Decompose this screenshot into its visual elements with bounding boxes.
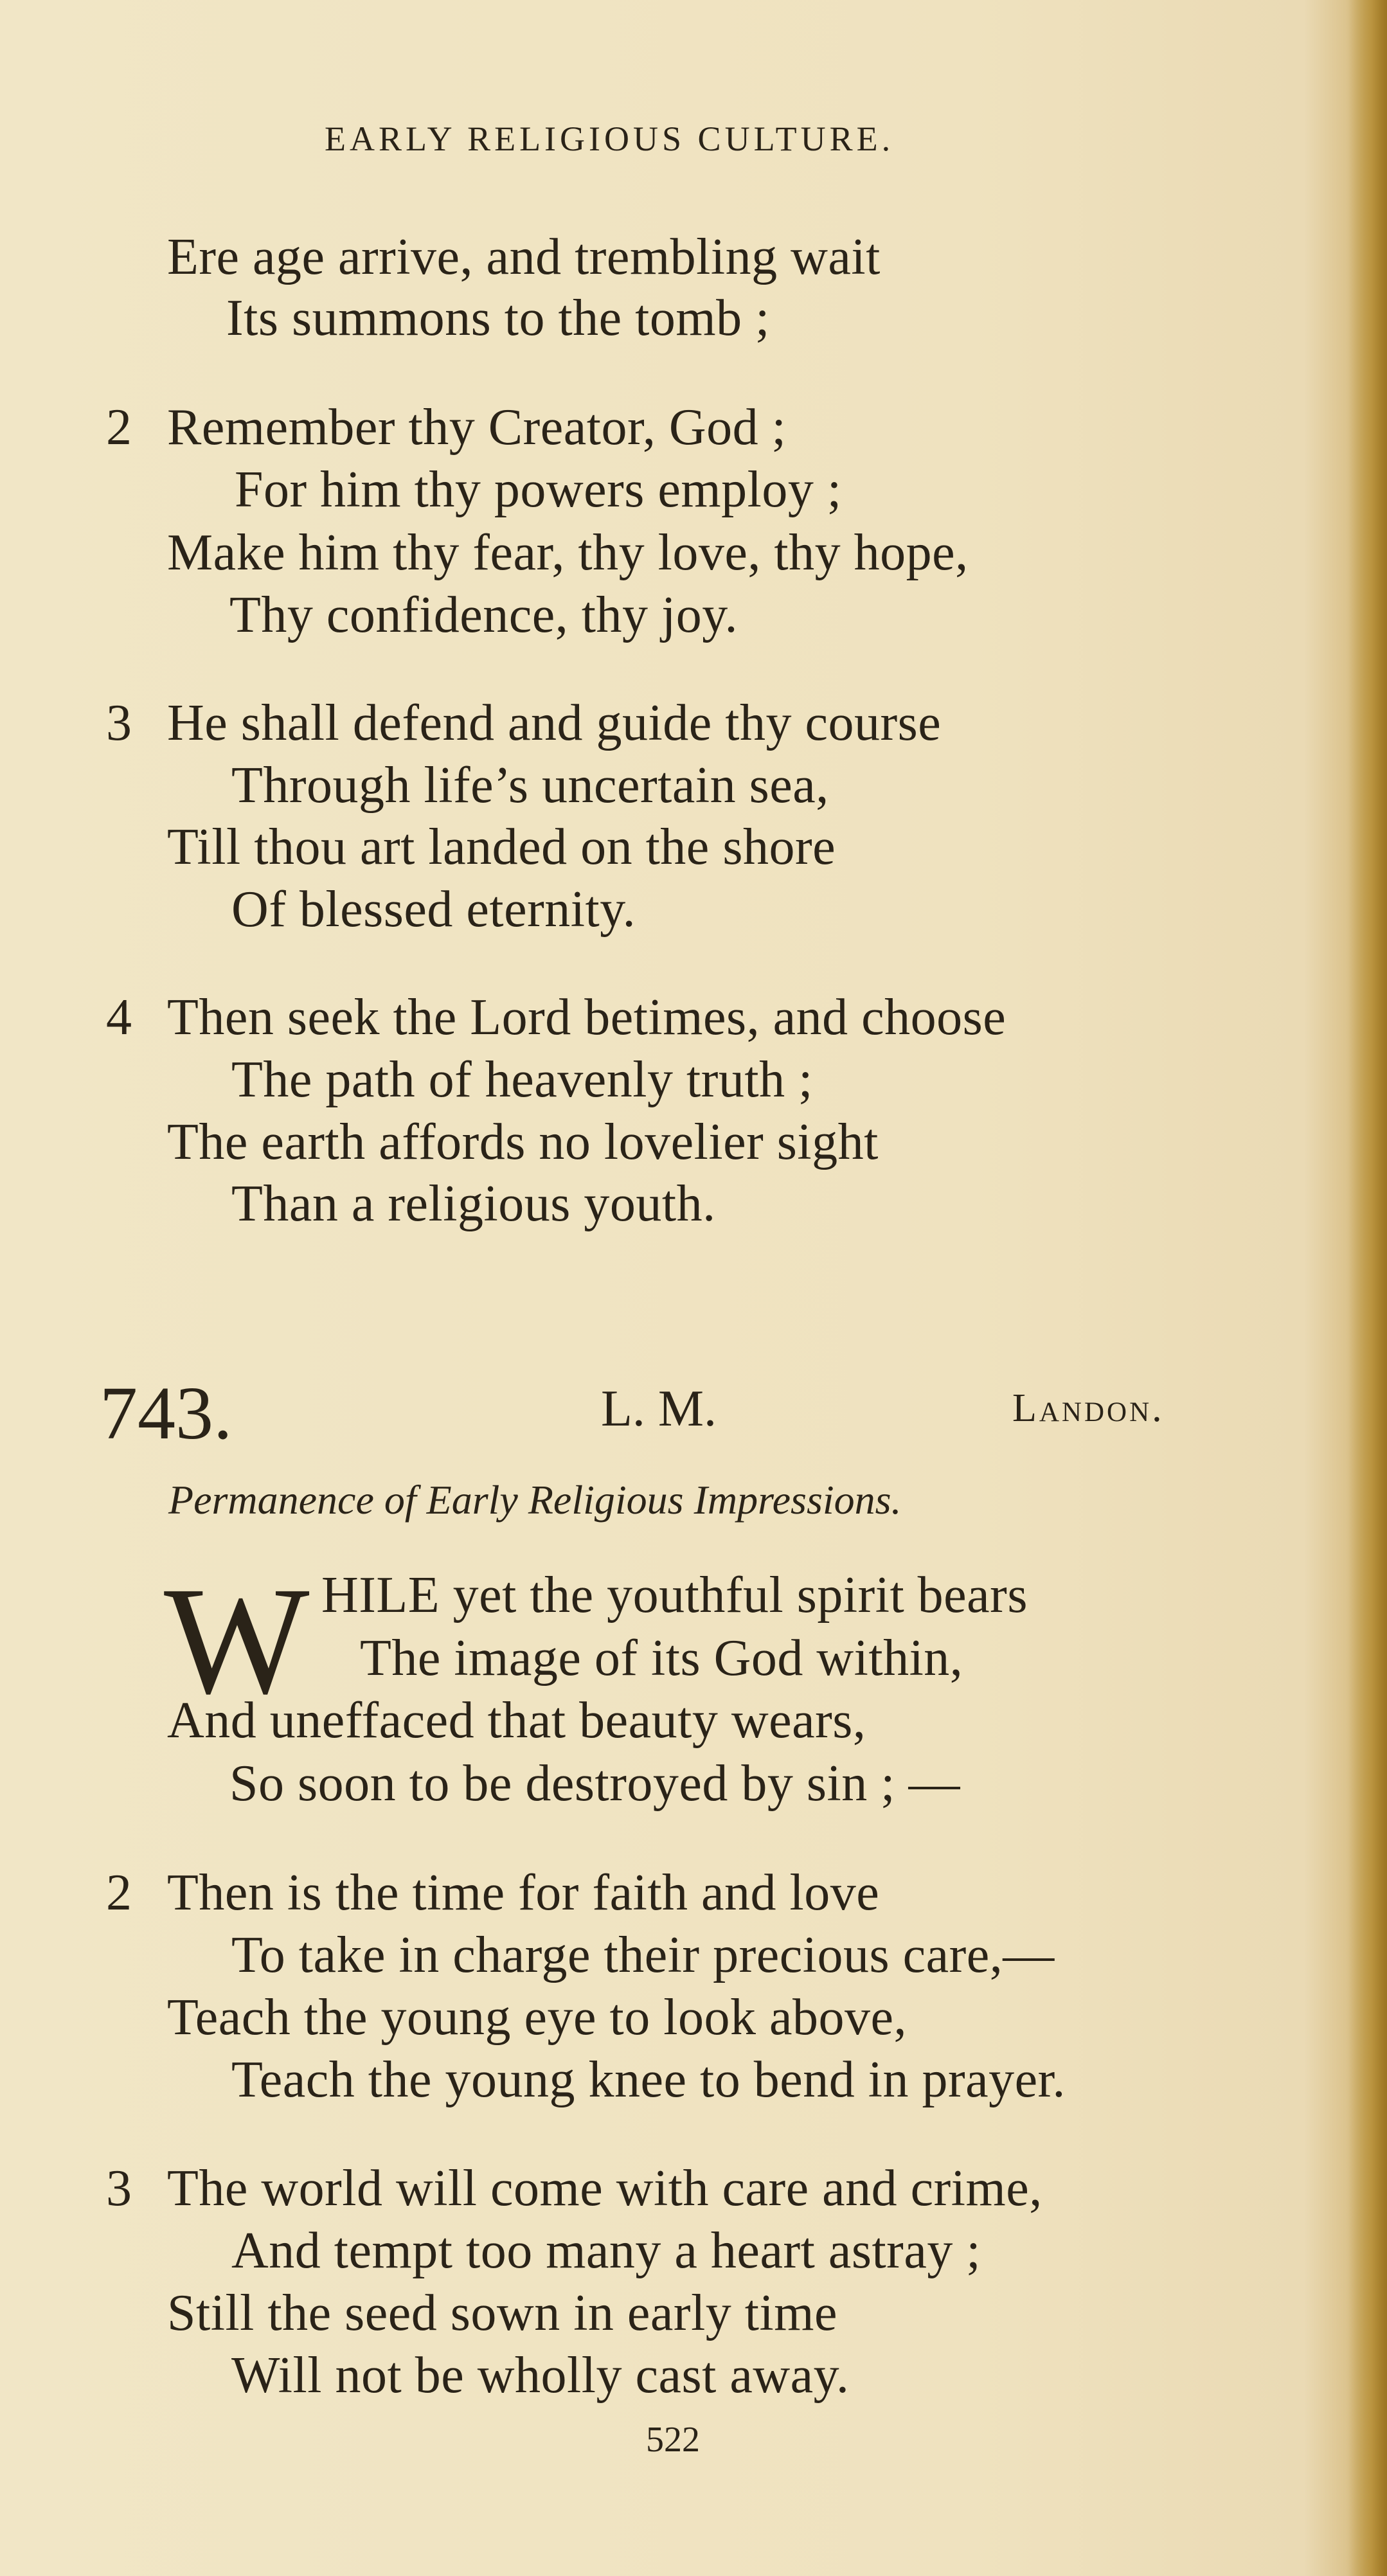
verse-line: HILE yet the youthful spirit bears: [321, 1567, 1028, 1623]
verse-number: 3: [106, 695, 132, 751]
verse-line: The earth affords no lovelier sight: [167, 1114, 879, 1170]
page-number: 522: [646, 2420, 700, 2460]
verse-line: Remember thy Creator, God ;: [167, 399, 787, 456]
verse-line: Then seek the Lord betimes, and choose: [167, 989, 1007, 1046]
verse-line: Teach the young eye to look above,: [167, 1989, 908, 2046]
verse-number: 4: [106, 989, 132, 1046]
hymn-meter: L. M.: [601, 1381, 717, 1437]
verse-number: 2: [106, 1865, 132, 1921]
verse-line: He shall defend and guide thy course: [167, 695, 942, 751]
verse-line: Through life’s uncertain sea,: [231, 757, 829, 814]
verse-line: Till thou art landed on the shore: [167, 819, 836, 875]
running-header: EARLY RELIGIOUS CULTURE.: [325, 120, 895, 158]
verse-line: Of blessed eternity.: [231, 881, 636, 938]
verse-line: Will not be wholly cast away.: [231, 2347, 850, 2404]
verse-line: Teach the young knee to bend in prayer.: [231, 2052, 1066, 2108]
verse-line: To take in charge their precious care,—: [231, 1927, 1055, 1983]
drop-cap: W: [164, 1555, 310, 1726]
verse-number: 2: [106, 399, 132, 456]
verse-line: Then is the time for faith and love: [167, 1865, 880, 1921]
verse-line: The world will come with care and crime,: [167, 2160, 1042, 2217]
verse-line: Make him thy fear, thy love, thy hope,: [167, 524, 969, 581]
page-edge: [1348, 0, 1387, 2576]
verse-line: The image of its God within,: [360, 1630, 963, 1686]
verse-line: So soon to be destroyed by sin ; —: [229, 1755, 960, 1812]
verse-line: Ere age arrive, and trembling wait: [167, 229, 881, 285]
verse-line: Its summons to the tomb ;: [226, 290, 770, 346]
hymn-title: Permanence of Early Religious Impressions.: [168, 1477, 902, 1523]
verse-line: Thy confidence, thy joy.: [229, 587, 738, 643]
tune-name: Landon.: [1012, 1386, 1165, 1430]
verse-line: The path of heavenly truth ;: [231, 1051, 813, 1108]
verse-line: For him thy powers employ ;: [235, 461, 842, 518]
verse-line: Than a religious youth.: [231, 1176, 716, 1232]
verse-number: 3: [106, 2160, 132, 2217]
hymn-number: 743.: [100, 1371, 233, 1455]
verse-line: Still the seed sown in early time: [167, 2285, 837, 2341]
verse-line: And tempt too many a heart astray ;: [231, 2223, 981, 2279]
verse-line: And uneffaced that beauty wears,: [167, 1692, 866, 1749]
